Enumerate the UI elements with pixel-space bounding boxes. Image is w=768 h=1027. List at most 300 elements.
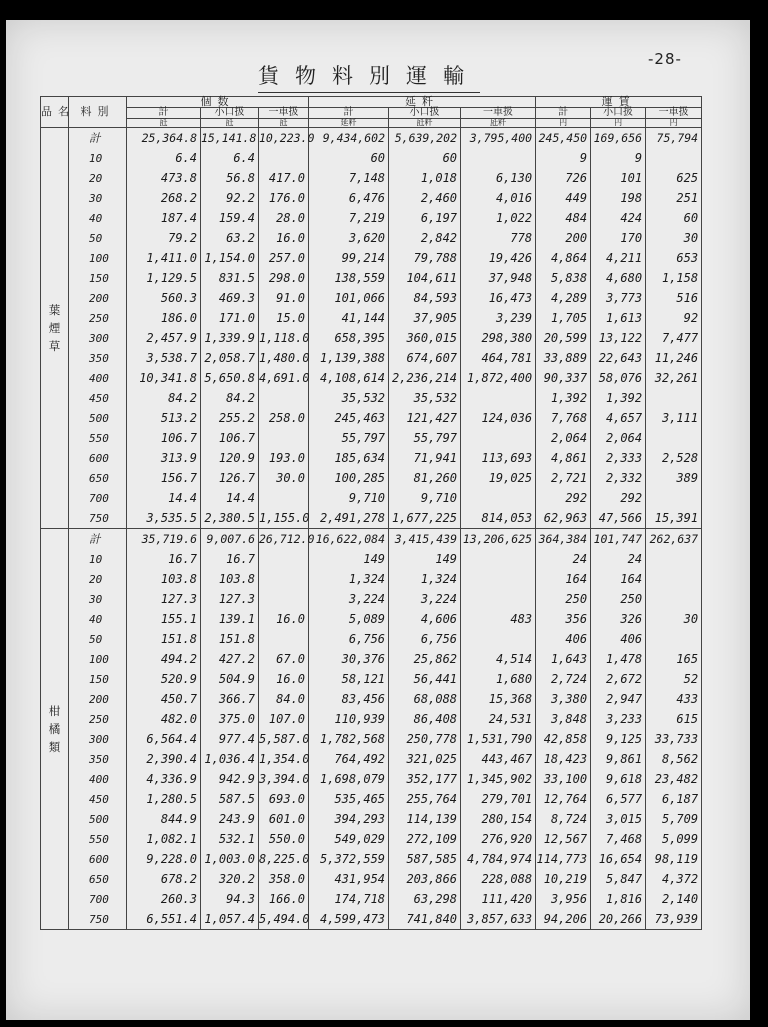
- cell-en-ichisha: 4,372: [646, 869, 702, 889]
- cell-ryo-ichisha: [461, 629, 536, 649]
- cell-ryo-kei: 2,491,278: [309, 508, 389, 529]
- cell-ryo-ichisha: 37,948: [461, 268, 536, 288]
- cell-kosu-ichisha: 1,480.0: [259, 348, 309, 368]
- cell-ryo-ichisha: [461, 569, 536, 589]
- group-name-cell: [41, 128, 69, 529]
- cell-ryo-kei: 6,756: [309, 629, 389, 649]
- cell-ryo-koguchi: 149: [389, 549, 461, 569]
- cell-ryo-ichisha: 3,239: [461, 308, 536, 328]
- cell-kosu-ichisha: [259, 569, 309, 589]
- rate-class-cell: 650: [69, 869, 127, 889]
- rate-class-cell: 200: [69, 288, 127, 308]
- table-row: [41, 408, 702, 428]
- table-row: [41, 549, 702, 569]
- table-row: [41, 669, 702, 689]
- unit-ryo-c: 瓩粁: [461, 119, 536, 128]
- cell-en-koguchi: 13,122: [591, 328, 646, 348]
- cell-ryo-ichisha: 6,130: [461, 168, 536, 188]
- cell-ryo-koguchi: 71,941: [389, 448, 461, 468]
- cell-kosu-koguchi: 831.5: [201, 268, 259, 288]
- cell-kosu-koguchi: 366.7: [201, 689, 259, 709]
- cell-en-koguchi: 326: [591, 609, 646, 629]
- cell-kosu-koguchi: 9,007.6: [201, 529, 259, 550]
- cell-en-koguchi: 24: [591, 549, 646, 569]
- cell-en-ichisha: 251: [646, 188, 702, 208]
- rate-class-cell: 30: [69, 589, 127, 609]
- table-row: [41, 128, 702, 149]
- cell-ryo-ichisha: 16,473: [461, 288, 536, 308]
- cell-kosu-koguchi: 94.3: [201, 889, 259, 909]
- cell-kosu-kei: 1,411.0: [127, 248, 201, 268]
- cell-en-kei: 200: [536, 228, 591, 248]
- cell-ryo-koguchi: 674,607: [389, 348, 461, 368]
- cell-kosu-kei: 520.9: [127, 669, 201, 689]
- cell-kosu-kei: 9,228.0: [127, 849, 201, 869]
- cell-ryo-kei: 245,463: [309, 408, 389, 428]
- cell-kosu-koguchi: 14.4: [201, 488, 259, 508]
- cell-en-koguchi: 3,773: [591, 288, 646, 308]
- rate-class-cell: 計: [69, 128, 127, 149]
- table-row: [41, 889, 702, 909]
- cell-kosu-kei: 494.2: [127, 649, 201, 669]
- cell-kosu-kei: 513.2: [127, 408, 201, 428]
- cell-ryo-koguchi: 81,260: [389, 468, 461, 488]
- rate-class-cell: 550: [69, 428, 127, 448]
- table-row: [41, 468, 702, 488]
- cell-kosu-kei: 156.7: [127, 468, 201, 488]
- cell-kosu-ichisha: 257.0: [259, 248, 309, 268]
- cell-en-kei: 10,219: [536, 869, 591, 889]
- cell-en-kei: 90,337: [536, 368, 591, 388]
- cell-ryo-koguchi: 79,788: [389, 248, 461, 268]
- cell-en-koguchi: 1,816: [591, 889, 646, 909]
- cell-kosu-koguchi: 151.8: [201, 629, 259, 649]
- table-row: [41, 288, 702, 308]
- rate-class-cell: 30: [69, 188, 127, 208]
- cell-en-koguchi: 2,672: [591, 669, 646, 689]
- cell-kosu-ichisha: 84.0: [259, 689, 309, 709]
- cell-en-ichisha: [646, 569, 702, 589]
- cell-ryo-koguchi: 360,015: [389, 328, 461, 348]
- rate-class-cell: 600: [69, 448, 127, 468]
- cell-kosu-koguchi: 1,003.0: [201, 849, 259, 869]
- cell-kosu-kei: 16.7: [127, 549, 201, 569]
- cell-en-ichisha: 52: [646, 669, 702, 689]
- unit-en-a: 円: [536, 119, 591, 128]
- cell-kosu-ichisha: [259, 589, 309, 609]
- cell-ryo-koguchi: 63,298: [389, 889, 461, 909]
- cell-ryo-koguchi: 3,224: [389, 589, 461, 609]
- table-row: [41, 829, 702, 849]
- table-row: [41, 508, 702, 529]
- rate-class-cell: 350: [69, 348, 127, 368]
- cell-kosu-kei: 186.0: [127, 308, 201, 328]
- rate-class-cell: 100: [69, 248, 127, 268]
- cell-kosu-ichisha: [259, 428, 309, 448]
- cell-kosu-ichisha: 176.0: [259, 188, 309, 208]
- cell-en-ichisha: [646, 549, 702, 569]
- cell-ryo-ichisha: 1,022: [461, 208, 536, 228]
- cell-en-kei: 484: [536, 208, 591, 228]
- header-ryo-kei: 計: [309, 108, 389, 119]
- cell-en-ichisha: [646, 629, 702, 649]
- table-row: [41, 769, 702, 789]
- cell-en-kei: 9: [536, 148, 591, 168]
- cell-en-kei: 12,567: [536, 829, 591, 849]
- cell-kosu-ichisha: 258.0: [259, 408, 309, 428]
- table-row: [41, 208, 702, 228]
- cell-ryo-kei: 1,139,388: [309, 348, 389, 368]
- rate-class-cell: 250: [69, 308, 127, 328]
- rate-class-cell: 10: [69, 148, 127, 168]
- cell-en-kei: 33,889: [536, 348, 591, 368]
- cell-en-ichisha: 6,187: [646, 789, 702, 809]
- cell-ryo-ichisha: 4,514: [461, 649, 536, 669]
- cell-en-kei: 42,858: [536, 729, 591, 749]
- cell-kosu-koguchi: 427.2: [201, 649, 259, 669]
- rate-class-cell: 計: [69, 529, 127, 550]
- cell-ryo-koguchi: 2,842: [389, 228, 461, 248]
- cell-kosu-kei: 450.7: [127, 689, 201, 709]
- cell-ryo-ichisha: [461, 148, 536, 168]
- table-row: [41, 749, 702, 769]
- unit-en-c: 円: [646, 119, 702, 128]
- cell-en-ichisha: 60: [646, 208, 702, 228]
- header-ryo-koguchi: 小口扱: [389, 108, 461, 119]
- header-ryo-ichisha: 一車扱: [461, 108, 536, 119]
- header-kosu-koguchi: 小口扱: [201, 108, 259, 119]
- cell-en-ichisha: [646, 148, 702, 168]
- table-row: [41, 849, 702, 869]
- rate-class-cell: 300: [69, 729, 127, 749]
- cell-ryo-kei: 100,285: [309, 468, 389, 488]
- cell-ryo-koguchi: 4,606: [389, 609, 461, 629]
- cell-en-koguchi: 250: [591, 589, 646, 609]
- table-row: [41, 689, 702, 709]
- cell-en-kei: 1,705: [536, 308, 591, 328]
- cell-en-ichisha: 73,939: [646, 909, 702, 930]
- cell-ryo-koguchi: 272,109: [389, 829, 461, 849]
- cell-ryo-ichisha: 279,701: [461, 789, 536, 809]
- header-betsu: 料別: [69, 97, 127, 128]
- cell-en-kei: 726: [536, 168, 591, 188]
- cell-ryo-kei: 1,782,568: [309, 729, 389, 749]
- table-row: [41, 188, 702, 208]
- cell-kosu-koguchi: 469.3: [201, 288, 259, 308]
- cell-ryo-koguchi: 37,905: [389, 308, 461, 328]
- cell-en-kei: 94,206: [536, 909, 591, 930]
- cell-en-koguchi: 58,076: [591, 368, 646, 388]
- table-row: [41, 308, 702, 328]
- cell-ryo-ichisha: 24,531: [461, 709, 536, 729]
- header-group-unchin: 運賃: [536, 97, 702, 108]
- cell-en-koguchi: 424: [591, 208, 646, 228]
- header-en-koguchi: 小口扱: [591, 108, 646, 119]
- cell-kosu-kei: 25,364.8: [127, 128, 201, 149]
- cell-kosu-kei: 844.9: [127, 809, 201, 829]
- cell-en-ichisha: 92: [646, 308, 702, 328]
- rate-class-cell: 40: [69, 208, 127, 228]
- header-en-ichisha: 一車扱: [646, 108, 702, 119]
- cell-en-ichisha: 75,794: [646, 128, 702, 149]
- cell-kosu-kei: 268.2: [127, 188, 201, 208]
- cell-en-koguchi: 20,266: [591, 909, 646, 930]
- table-row: [41, 348, 702, 368]
- cell-en-ichisha: 11,246: [646, 348, 702, 368]
- cell-en-kei: 406: [536, 629, 591, 649]
- cell-kosu-ichisha: 417.0: [259, 168, 309, 188]
- cell-kosu-koguchi: 127.3: [201, 589, 259, 609]
- table-row: [41, 448, 702, 468]
- cell-en-koguchi: 164: [591, 569, 646, 589]
- cell-en-koguchi: 6,577: [591, 789, 646, 809]
- cell-en-koguchi: 9: [591, 148, 646, 168]
- cell-ryo-koguchi: 114,139: [389, 809, 461, 829]
- cell-en-ichisha: 389: [646, 468, 702, 488]
- cell-en-kei: 2,721: [536, 468, 591, 488]
- table-row: [41, 729, 702, 749]
- cell-en-ichisha: [646, 388, 702, 408]
- table-row: [41, 609, 702, 629]
- rate-class-cell: 150: [69, 268, 127, 288]
- cell-en-ichisha: 30: [646, 228, 702, 248]
- cell-ryo-kei: 149: [309, 549, 389, 569]
- cell-en-koguchi: 1,392: [591, 388, 646, 408]
- cell-en-ichisha: 30: [646, 609, 702, 629]
- cell-ryo-koguchi: 68,088: [389, 689, 461, 709]
- cell-ryo-koguchi: 84,593: [389, 288, 461, 308]
- cell-ryo-ichisha: 1,531,790: [461, 729, 536, 749]
- cell-ryo-kei: 110,939: [309, 709, 389, 729]
- cell-ryo-kei: 83,456: [309, 689, 389, 709]
- cell-ryo-koguchi: 2,236,214: [389, 368, 461, 388]
- cell-kosu-ichisha: 91.0: [259, 288, 309, 308]
- cell-ryo-kei: 535,465: [309, 789, 389, 809]
- unit-kosu-a: 瓩: [127, 119, 201, 128]
- cell-en-koguchi: 7,468: [591, 829, 646, 849]
- cell-ryo-ichisha: 280,154: [461, 809, 536, 829]
- cell-ryo-kei: 9,710: [309, 488, 389, 508]
- cell-ryo-ichisha: 13,206,625: [461, 529, 536, 550]
- cell-kosu-ichisha: [259, 629, 309, 649]
- cell-en-kei: 24: [536, 549, 591, 569]
- cell-en-ichisha: 15,391: [646, 508, 702, 529]
- cell-kosu-koguchi: 1,154.0: [201, 248, 259, 268]
- cell-kosu-kei: 10,341.8: [127, 368, 201, 388]
- cell-en-koguchi: 4,680: [591, 268, 646, 288]
- cell-kosu-koguchi: 139.1: [201, 609, 259, 629]
- cell-kosu-kei: 79.2: [127, 228, 201, 248]
- cell-en-kei: 2,724: [536, 669, 591, 689]
- cell-kosu-ichisha: 193.0: [259, 448, 309, 468]
- rate-class-cell: 650: [69, 468, 127, 488]
- cell-kosu-ichisha: 16.0: [259, 669, 309, 689]
- cell-ryo-ichisha: 4,016: [461, 188, 536, 208]
- table-row: [41, 629, 702, 649]
- cell-ryo-kei: 764,492: [309, 749, 389, 769]
- cell-kosu-kei: 678.2: [127, 869, 201, 889]
- cell-ryo-ichisha: 19,025: [461, 468, 536, 488]
- cell-en-koguchi: 3,015: [591, 809, 646, 829]
- cell-ryo-koguchi: 35,532: [389, 388, 461, 408]
- header-group-kosu: 個数: [127, 97, 309, 108]
- cell-ryo-kei: 5,089: [309, 609, 389, 629]
- cell-en-ichisha: 7,477: [646, 328, 702, 348]
- cell-en-ichisha: 33,733: [646, 729, 702, 749]
- cell-ryo-kei: 174,718: [309, 889, 389, 909]
- table-row: [41, 148, 702, 168]
- cell-en-koguchi: 406: [591, 629, 646, 649]
- rate-class-cell: 700: [69, 889, 127, 909]
- cell-ryo-koguchi: 6,197: [389, 208, 461, 228]
- cell-ryo-koguchi: 121,427: [389, 408, 461, 428]
- rate-class-cell: 450: [69, 789, 127, 809]
- cell-ryo-kei: 60: [309, 148, 389, 168]
- cell-ryo-koguchi: 9,710: [389, 488, 461, 508]
- page-number: -28-: [648, 50, 682, 68]
- cell-ryo-kei: 185,634: [309, 448, 389, 468]
- cell-en-kei: 4,864: [536, 248, 591, 268]
- cell-en-koguchi: 1,478: [591, 649, 646, 669]
- cell-en-ichisha: 262,637: [646, 529, 702, 550]
- table-row: [41, 428, 702, 448]
- cell-ryo-koguchi: 352,177: [389, 769, 461, 789]
- cell-en-kei: 364,384: [536, 529, 591, 550]
- cell-kosu-kei: 6,564.4: [127, 729, 201, 749]
- cell-en-ichisha: [646, 589, 702, 609]
- cell-kosu-koguchi: 977.4: [201, 729, 259, 749]
- cell-ryo-koguchi: 1,677,225: [389, 508, 461, 529]
- rate-class-cell: 500: [69, 408, 127, 428]
- cell-en-ichisha: 32,261: [646, 368, 702, 388]
- cell-kosu-koguchi: 320.2: [201, 869, 259, 889]
- cell-en-kei: 1,643: [536, 649, 591, 669]
- cell-en-ichisha: 2,528: [646, 448, 702, 468]
- header-kosu-ichisha: 一車扱: [259, 108, 309, 119]
- cell-ryo-ichisha: [461, 428, 536, 448]
- cell-kosu-koguchi: 15,141.8: [201, 128, 259, 149]
- cell-kosu-kei: 1,280.5: [127, 789, 201, 809]
- rate-class-cell: 700: [69, 488, 127, 508]
- table-row: [41, 388, 702, 408]
- table-row: [41, 268, 702, 288]
- cell-kosu-koguchi: 255.2: [201, 408, 259, 428]
- cell-en-kei: 20,599: [536, 328, 591, 348]
- cell-kosu-koguchi: 16.7: [201, 549, 259, 569]
- table-row: [41, 649, 702, 669]
- cell-kosu-ichisha: 1,354.0: [259, 749, 309, 769]
- rate-class-cell: 350: [69, 749, 127, 769]
- cell-kosu-ichisha: 4,691.0: [259, 368, 309, 388]
- cell-ryo-kei: 5,372,559: [309, 849, 389, 869]
- cell-kosu-koguchi: 243.9: [201, 809, 259, 829]
- cell-en-koguchi: 1,613: [591, 308, 646, 328]
- cell-en-kei: 356: [536, 609, 591, 629]
- table-row: [41, 789, 702, 809]
- cell-en-kei: 114,773: [536, 849, 591, 869]
- cell-kosu-ichisha: 10,223.0: [259, 128, 309, 149]
- cell-ryo-kei: 58,121: [309, 669, 389, 689]
- rate-class-cell: 450: [69, 388, 127, 408]
- cell-kosu-koguchi: 103.8: [201, 569, 259, 589]
- rate-class-cell: 250: [69, 709, 127, 729]
- cell-ryo-ichisha: 111,420: [461, 889, 536, 909]
- cell-en-kei: 8,724: [536, 809, 591, 829]
- cell-kosu-kei: 6.4: [127, 148, 201, 168]
- cell-ryo-kei: 55,797: [309, 428, 389, 448]
- rate-class-cell: 40: [69, 609, 127, 629]
- cell-ryo-kei: 658,395: [309, 328, 389, 348]
- cell-en-ichisha: 23,482: [646, 769, 702, 789]
- cell-kosu-kei: 155.1: [127, 609, 201, 629]
- cell-en-ichisha: 5,099: [646, 829, 702, 849]
- cell-kosu-ichisha: 16.0: [259, 228, 309, 248]
- cell-en-koguchi: 4,657: [591, 408, 646, 428]
- cell-en-kei: 7,768: [536, 408, 591, 428]
- cell-kosu-ichisha: 601.0: [259, 809, 309, 829]
- cell-ryo-kei: 6,476: [309, 188, 389, 208]
- cell-ryo-ichisha: 483: [461, 609, 536, 629]
- cell-ryo-koguchi: 60: [389, 148, 461, 168]
- rate-class-cell: 600: [69, 849, 127, 869]
- cell-ryo-kei: 9,434,602: [309, 128, 389, 149]
- unit-ryo-a: 延粁: [309, 119, 389, 128]
- rate-class-cell: 400: [69, 368, 127, 388]
- cell-en-ichisha: 1,158: [646, 268, 702, 288]
- freight-table: [40, 96, 702, 930]
- cell-kosu-koguchi: 2,380.5: [201, 508, 259, 529]
- cell-kosu-ichisha: 1,155.0: [259, 508, 309, 529]
- cell-kosu-ichisha: [259, 388, 309, 408]
- cell-kosu-koguchi: 84.2: [201, 388, 259, 408]
- cell-ryo-ichisha: 464,781: [461, 348, 536, 368]
- cell-kosu-kei: 473.8: [127, 168, 201, 188]
- cell-kosu-koguchi: 532.1: [201, 829, 259, 849]
- cell-ryo-ichisha: 276,920: [461, 829, 536, 849]
- cell-ryo-koguchi: 6,756: [389, 629, 461, 649]
- rate-class-cell: 10: [69, 549, 127, 569]
- cell-en-kei: 245,450: [536, 128, 591, 149]
- cell-ryo-ichisha: 778: [461, 228, 536, 248]
- cell-ryo-kei: 7,148: [309, 168, 389, 188]
- rate-class-cell: 400: [69, 769, 127, 789]
- cell-kosu-ichisha: 8,225.0: [259, 849, 309, 869]
- cell-ryo-ichisha: [461, 388, 536, 408]
- cell-en-koguchi: 9,618: [591, 769, 646, 789]
- header-hin: 品名: [41, 97, 69, 128]
- cell-en-kei: 5,838: [536, 268, 591, 288]
- table-row: [41, 809, 702, 829]
- cell-kosu-ichisha: 5,587.0: [259, 729, 309, 749]
- cell-en-koguchi: 2,333: [591, 448, 646, 468]
- cell-kosu-koguchi: 5,650.8: [201, 368, 259, 388]
- cell-kosu-kei: 2,457.9: [127, 328, 201, 348]
- cell-kosu-ichisha: 67.0: [259, 649, 309, 669]
- cell-kosu-kei: 3,535.5: [127, 508, 201, 529]
- rate-class-cell: 200: [69, 689, 127, 709]
- rate-class-cell: 750: [69, 909, 127, 930]
- cell-ryo-kei: 99,214: [309, 248, 389, 268]
- cell-en-ichisha: 516: [646, 288, 702, 308]
- cell-kosu-koguchi: 942.9: [201, 769, 259, 789]
- table-row: [41, 529, 702, 550]
- cell-kosu-koguchi: 6.4: [201, 148, 259, 168]
- cell-kosu-koguchi: 56.8: [201, 168, 259, 188]
- cell-en-kei: 292: [536, 488, 591, 508]
- cell-ryo-kei: 35,532: [309, 388, 389, 408]
- rate-class-cell: 50: [69, 629, 127, 649]
- group-name-cell: [41, 529, 69, 930]
